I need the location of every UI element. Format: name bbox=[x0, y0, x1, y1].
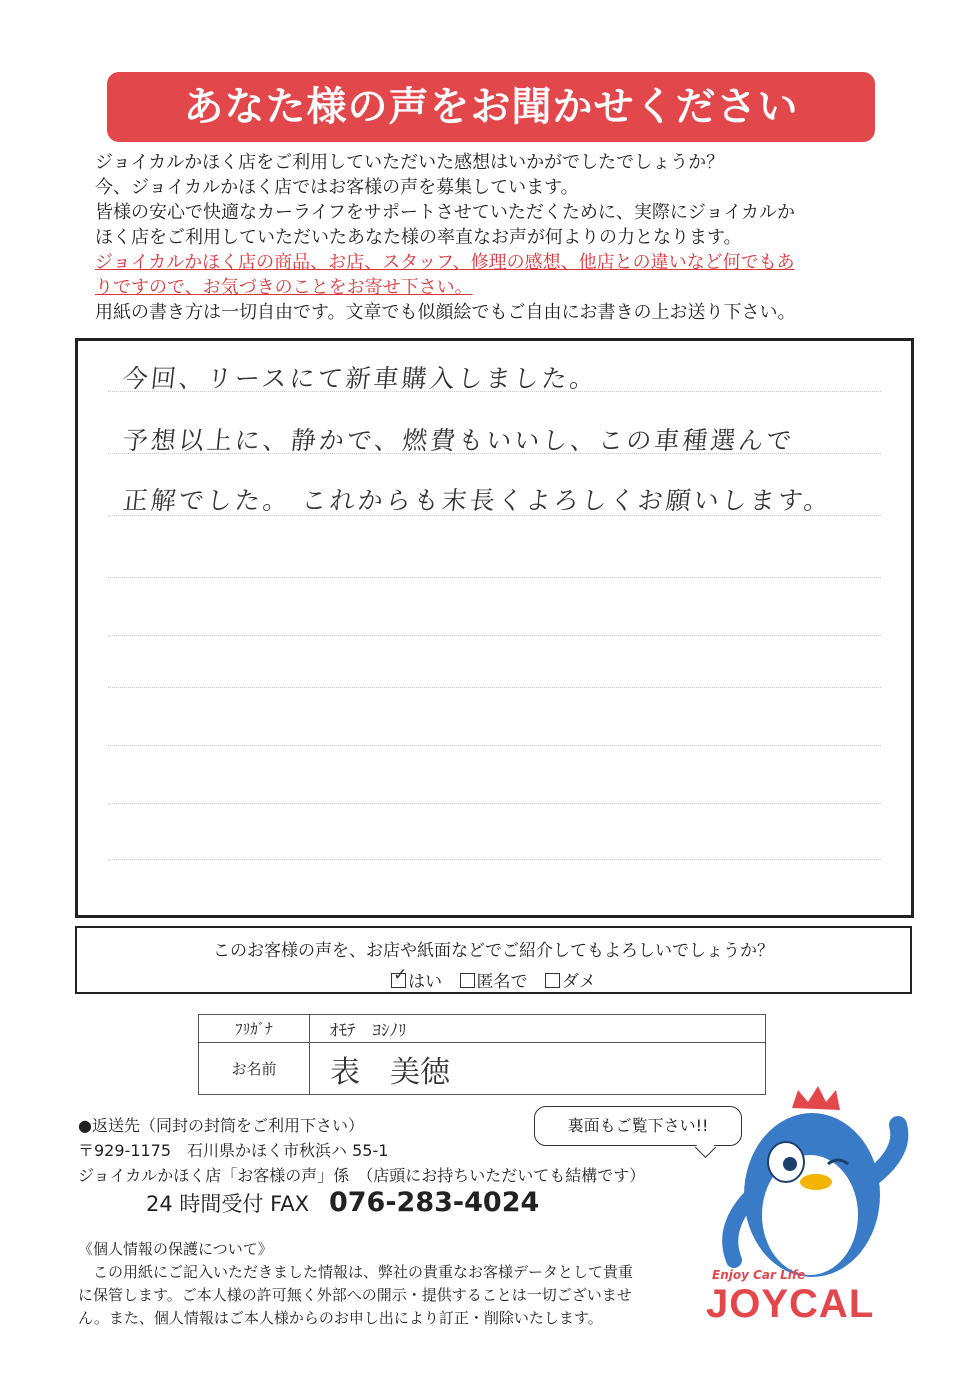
privacy-heading: 《個人情報の保護について》 bbox=[78, 1240, 273, 1258]
intro-highlight-line: りですので、お気づきのことをお寄せ下さい。 bbox=[95, 277, 473, 298]
intro-text bbox=[95, 150, 895, 325]
ruled-line bbox=[108, 687, 881, 688]
intro-line: 用紙の書き方は一切自由です。文章でも似顔絵でもご自由にお書きの上お送り下さい。 bbox=[95, 302, 796, 323]
checkbox-checked-icon[interactable] bbox=[391, 965, 408, 988]
handwritten-comment-line: 今回、リースにて新車購入しました。 bbox=[121, 364, 600, 393]
comment-box[interactable] bbox=[75, 338, 914, 918]
consent-option-label: 匿名で bbox=[476, 972, 528, 992]
consent-box bbox=[75, 926, 912, 994]
ruled-line bbox=[108, 803, 881, 804]
consent-option-label: はい bbox=[408, 972, 443, 992]
return-heading: ●返送先（同封の封筒をご利用下さい） bbox=[78, 1116, 364, 1135]
privacy-notice bbox=[78, 1238, 698, 1330]
privacy-text: に保管します。ご本人様の許可無く外部への開示・提供することは一切ございませ bbox=[78, 1286, 632, 1304]
name-row bbox=[199, 1043, 766, 1095]
ruled-line bbox=[108, 635, 881, 636]
speech-bubble: 裏面もご覧下さい!! bbox=[534, 1106, 742, 1146]
ruled-line bbox=[108, 577, 881, 578]
consent-option-label: ダメ bbox=[561, 972, 596, 992]
brand-logo: JOYCAL bbox=[706, 1282, 875, 1326]
ruled-line bbox=[108, 745, 881, 746]
intro-highlight-line: ジョイカルかほく店の商品、お店、スタッフ、修理の感想、他店との違いなど何でもあ bbox=[95, 252, 795, 273]
page-title-banner: あなた様の声をお聞かせください bbox=[107, 72, 875, 142]
privacy-text: ん。また、個人情報はご本人様からのお申し出により訂正・削除いたします。 bbox=[78, 1309, 603, 1327]
intro-line: ジョイカルかほく店をご利用していただいた感想はいかがでしたでしょうか？ bbox=[95, 152, 725, 173]
postal-address: 〒929-1175 石川県かほく市秋浜ハ 55-1 bbox=[78, 1141, 389, 1160]
brand-tagline: Enjoy Car Life bbox=[712, 1268, 806, 1282]
handwritten-comment-line: 予想以上に、静かで、燃費もいいし、この車種選んで bbox=[121, 426, 796, 455]
handwritten-comment-line: 正解でした。 これからも末長くよろしくお願いします。 bbox=[121, 486, 834, 515]
intro-line: 皆様の安心で快適なカーライフをサポートさせていただくために、実際にジョイカルか bbox=[95, 202, 796, 223]
recipient-line: ジョイカルかほく店「お客様の声」係 （店頭にお持ちいただいても結構です） bbox=[78, 1166, 646, 1185]
intro-line: ほく店をご利用していただいたあなた様の率直なお声が何よりの力となります。 bbox=[95, 227, 742, 248]
consent-option-anonymous[interactable] bbox=[460, 972, 528, 992]
name-form bbox=[198, 1014, 766, 1095]
consent-question: このお客様の声を、お店や紙面などでご紹介してもよろしいでしょうか？ bbox=[213, 941, 774, 961]
fax-label: 24 時間受付 FAX bbox=[146, 1192, 309, 1216]
name-label: お名前 bbox=[199, 1043, 310, 1095]
checkbox-icon[interactable] bbox=[545, 973, 560, 988]
ruled-line bbox=[108, 859, 881, 860]
fax-number: 076-283-4024 bbox=[328, 1187, 540, 1218]
checkbox-icon[interactable] bbox=[460, 973, 475, 988]
consent-options bbox=[77, 967, 910, 992]
furigana-field[interactable]: ｵﾓﾃ ﾖｼﾉﾘ bbox=[310, 1015, 766, 1043]
consent-option-no[interactable] bbox=[545, 972, 596, 992]
checkmark-icon: ✓ bbox=[393, 965, 408, 985]
consent-option-yes[interactable] bbox=[391, 965, 443, 992]
privacy-text: この用紙にご記入いただきました情報は、弊社の貴重なお客様データとして貴重 bbox=[93, 1263, 634, 1281]
intro-line: 今、ジョイカルかほく店ではお客様の声を募集しています。 bbox=[95, 177, 579, 198]
name-field[interactable]: 表 美徳 bbox=[310, 1043, 766, 1095]
fax-line bbox=[146, 1187, 539, 1218]
furigana-row bbox=[199, 1015, 766, 1043]
furigana-label: ﾌﾘｶﾞﾅ bbox=[199, 1015, 310, 1043]
